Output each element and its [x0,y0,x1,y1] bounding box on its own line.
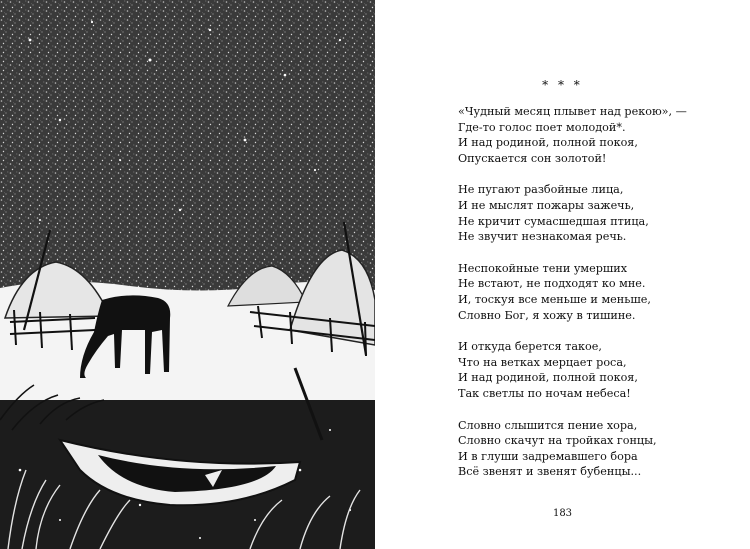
stanza-1 [458,104,728,166]
text-page [375,0,750,549]
poem-line: И откуда берется такое, [458,340,602,354]
poem-line: И в глуши задремавшего бора [458,449,638,463]
poem-line: Что на ветках мерцает роса, [458,355,627,369]
poem [458,104,728,496]
page-number: 183 [552,508,573,519]
poem-line: Опускается сон золотой! [458,151,607,165]
poem-line: Не пугают разбойные лица, [458,183,624,197]
poem-line: И над родиной, полной покоя, [458,136,638,150]
stanza-4 [458,339,728,401]
poem-line: Не кричит сумасшедшая птица, [458,214,649,228]
stanza-3 [458,261,728,323]
poem-line: Так светлы по ночам небеса! [458,386,631,400]
poem-line: Не встают, не подходят ко мне. [458,277,646,291]
poem-line: Неспокойные тени умерших [458,261,628,275]
poem-line: И, тоскуя все меньше и меньше, [458,292,651,306]
poem-line: «Чудный месяц плывет над рекою», — [458,105,687,118]
poem-line: Где-то голос поет молодой*. [458,120,626,134]
stanza-5 [458,418,728,480]
section-ornament: * * * [542,78,583,92]
stanza-2 [458,182,728,244]
night-sky [0,0,375,300]
poem-line: И не мыслят пожары зажечь, [458,198,635,212]
poem-line: Словно скачут на тройках гонцы, [458,434,657,448]
poem-line: И над родиной, полной покоя, [458,371,638,385]
poem-line: Всё звенят и звенят бубенцы... [458,465,642,479]
poem-line: Словно Бог, я хожу в тишине. [458,308,636,322]
poem-line: Не звучит незнакомая речь. [458,230,627,244]
poem-line: Словно слышится пение хора, [458,418,638,432]
